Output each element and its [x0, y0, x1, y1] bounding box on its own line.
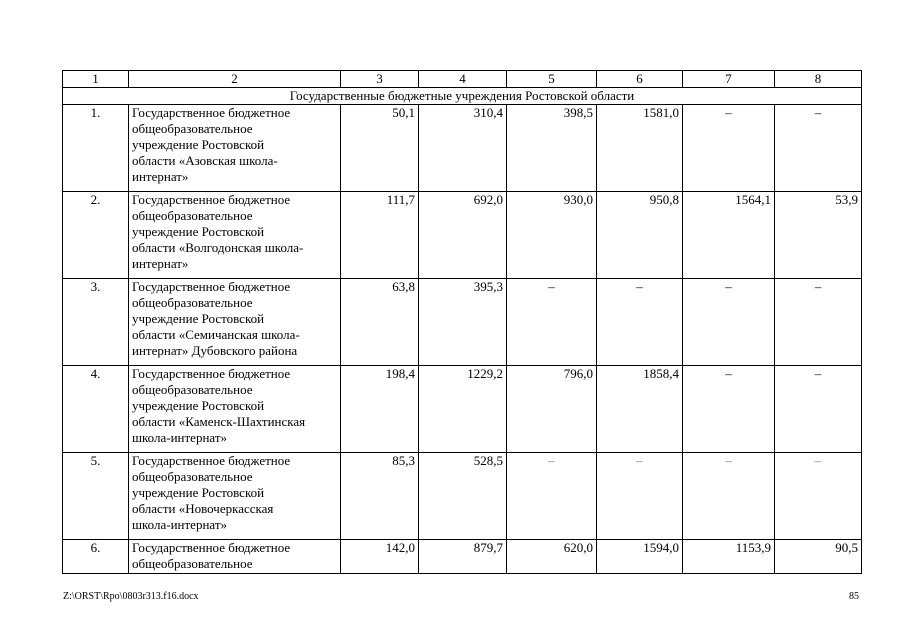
- table-row: [63, 366, 862, 453]
- row-number: 5.: [63, 453, 129, 540]
- institution-name: Государственное бюджетное общеобразовательное учреждение Ростовской области «Каменск-Шахтинская школа-интернат»: [129, 366, 341, 453]
- table-row: [63, 192, 862, 279]
- page-number: 85: [849, 591, 859, 602]
- table-cell: 111,7: [341, 192, 419, 279]
- table-cell: 879,7: [419, 540, 507, 574]
- table-cell: 1229,2: [419, 366, 507, 453]
- table-cell: 950,8: [597, 192, 683, 279]
- table-cell: –: [775, 105, 862, 192]
- table-row: [63, 105, 862, 192]
- table-cell: 930,0: [507, 192, 597, 279]
- table-cell: 395,3: [419, 279, 507, 366]
- row-number: 4.: [63, 366, 129, 453]
- table-cell: 90,5: [775, 540, 862, 574]
- row-number: 1.: [63, 105, 129, 192]
- column-header: 5: [507, 71, 597, 88]
- table-cell: 85,3: [341, 453, 419, 540]
- table-row: [63, 540, 862, 574]
- table-cell: 692,0: [419, 192, 507, 279]
- row-number: 2.: [63, 192, 129, 279]
- table-cell: –: [683, 279, 775, 366]
- column-header: 6: [597, 71, 683, 88]
- row-number: 6.: [63, 540, 129, 574]
- table-cell: 1858,4: [597, 366, 683, 453]
- table-cell: 528,5: [419, 453, 507, 540]
- table-cell: 63,8: [341, 279, 419, 366]
- table-cell: –: [775, 279, 862, 366]
- table-cell: 50,1: [341, 105, 419, 192]
- column-header: 8: [775, 71, 862, 88]
- institution-name: Государственное бюджетное общеобразовательное учреждение Ростовской области «Новочеркасская школа-интернат»: [129, 453, 341, 540]
- table-cell: –: [683, 105, 775, 192]
- file-path-footer: Z:\ORST\Rpo\0803r313.f16.docx: [63, 591, 199, 602]
- table-cell: –: [683, 366, 775, 453]
- column-header: 4: [419, 71, 507, 88]
- table-cell: 796,0: [507, 366, 597, 453]
- table-cell: 620,0: [507, 540, 597, 574]
- table-cell: 53,9: [775, 192, 862, 279]
- table-row: [63, 453, 862, 540]
- column-header: 3: [341, 71, 419, 88]
- table-cell: –: [775, 453, 862, 540]
- section-title: Государственные бюджетные учреждения Ростовской области: [63, 88, 862, 105]
- section-row: [63, 88, 862, 105]
- table-cell: 1594,0: [597, 540, 683, 574]
- table-cell: –: [507, 453, 597, 540]
- table-cell: 310,4: [419, 105, 507, 192]
- table-cell: –: [597, 279, 683, 366]
- institution-name: Государственное бюджетное общеобразовательное учреждение Ростовской области «Семичанская школа- интернат» Дубовского района: [129, 279, 341, 366]
- column-header: 7: [683, 71, 775, 88]
- table-cell: –: [507, 279, 597, 366]
- table-cell: –: [597, 453, 683, 540]
- institution-name: Государственное бюджетное общеобразовательное учреждение Ростовской области «Азовская школа- интернат»: [129, 105, 341, 192]
- table-cell: 1153,9: [683, 540, 775, 574]
- table-cell: –: [683, 453, 775, 540]
- table-cell: 142,0: [341, 540, 419, 574]
- column-header: 1: [63, 71, 129, 88]
- institution-name: Государственное бюджетное общеобразовательное учреждение Ростовской области «Волгодонская школа- интернат»: [129, 192, 341, 279]
- table-row: [63, 279, 862, 366]
- table-cell: 198,4: [341, 366, 419, 453]
- table-cell: 1581,0: [597, 105, 683, 192]
- data-table: [62, 70, 862, 574]
- column-header: 2: [129, 71, 341, 88]
- table-cell: 1564,1: [683, 192, 775, 279]
- table-cell: –: [775, 366, 862, 453]
- table-cell: 398,5: [507, 105, 597, 192]
- column-number-row: [63, 71, 862, 88]
- row-number: 3.: [63, 279, 129, 366]
- institution-name: Государственное бюджетное общеобразовательное: [129, 540, 341, 574]
